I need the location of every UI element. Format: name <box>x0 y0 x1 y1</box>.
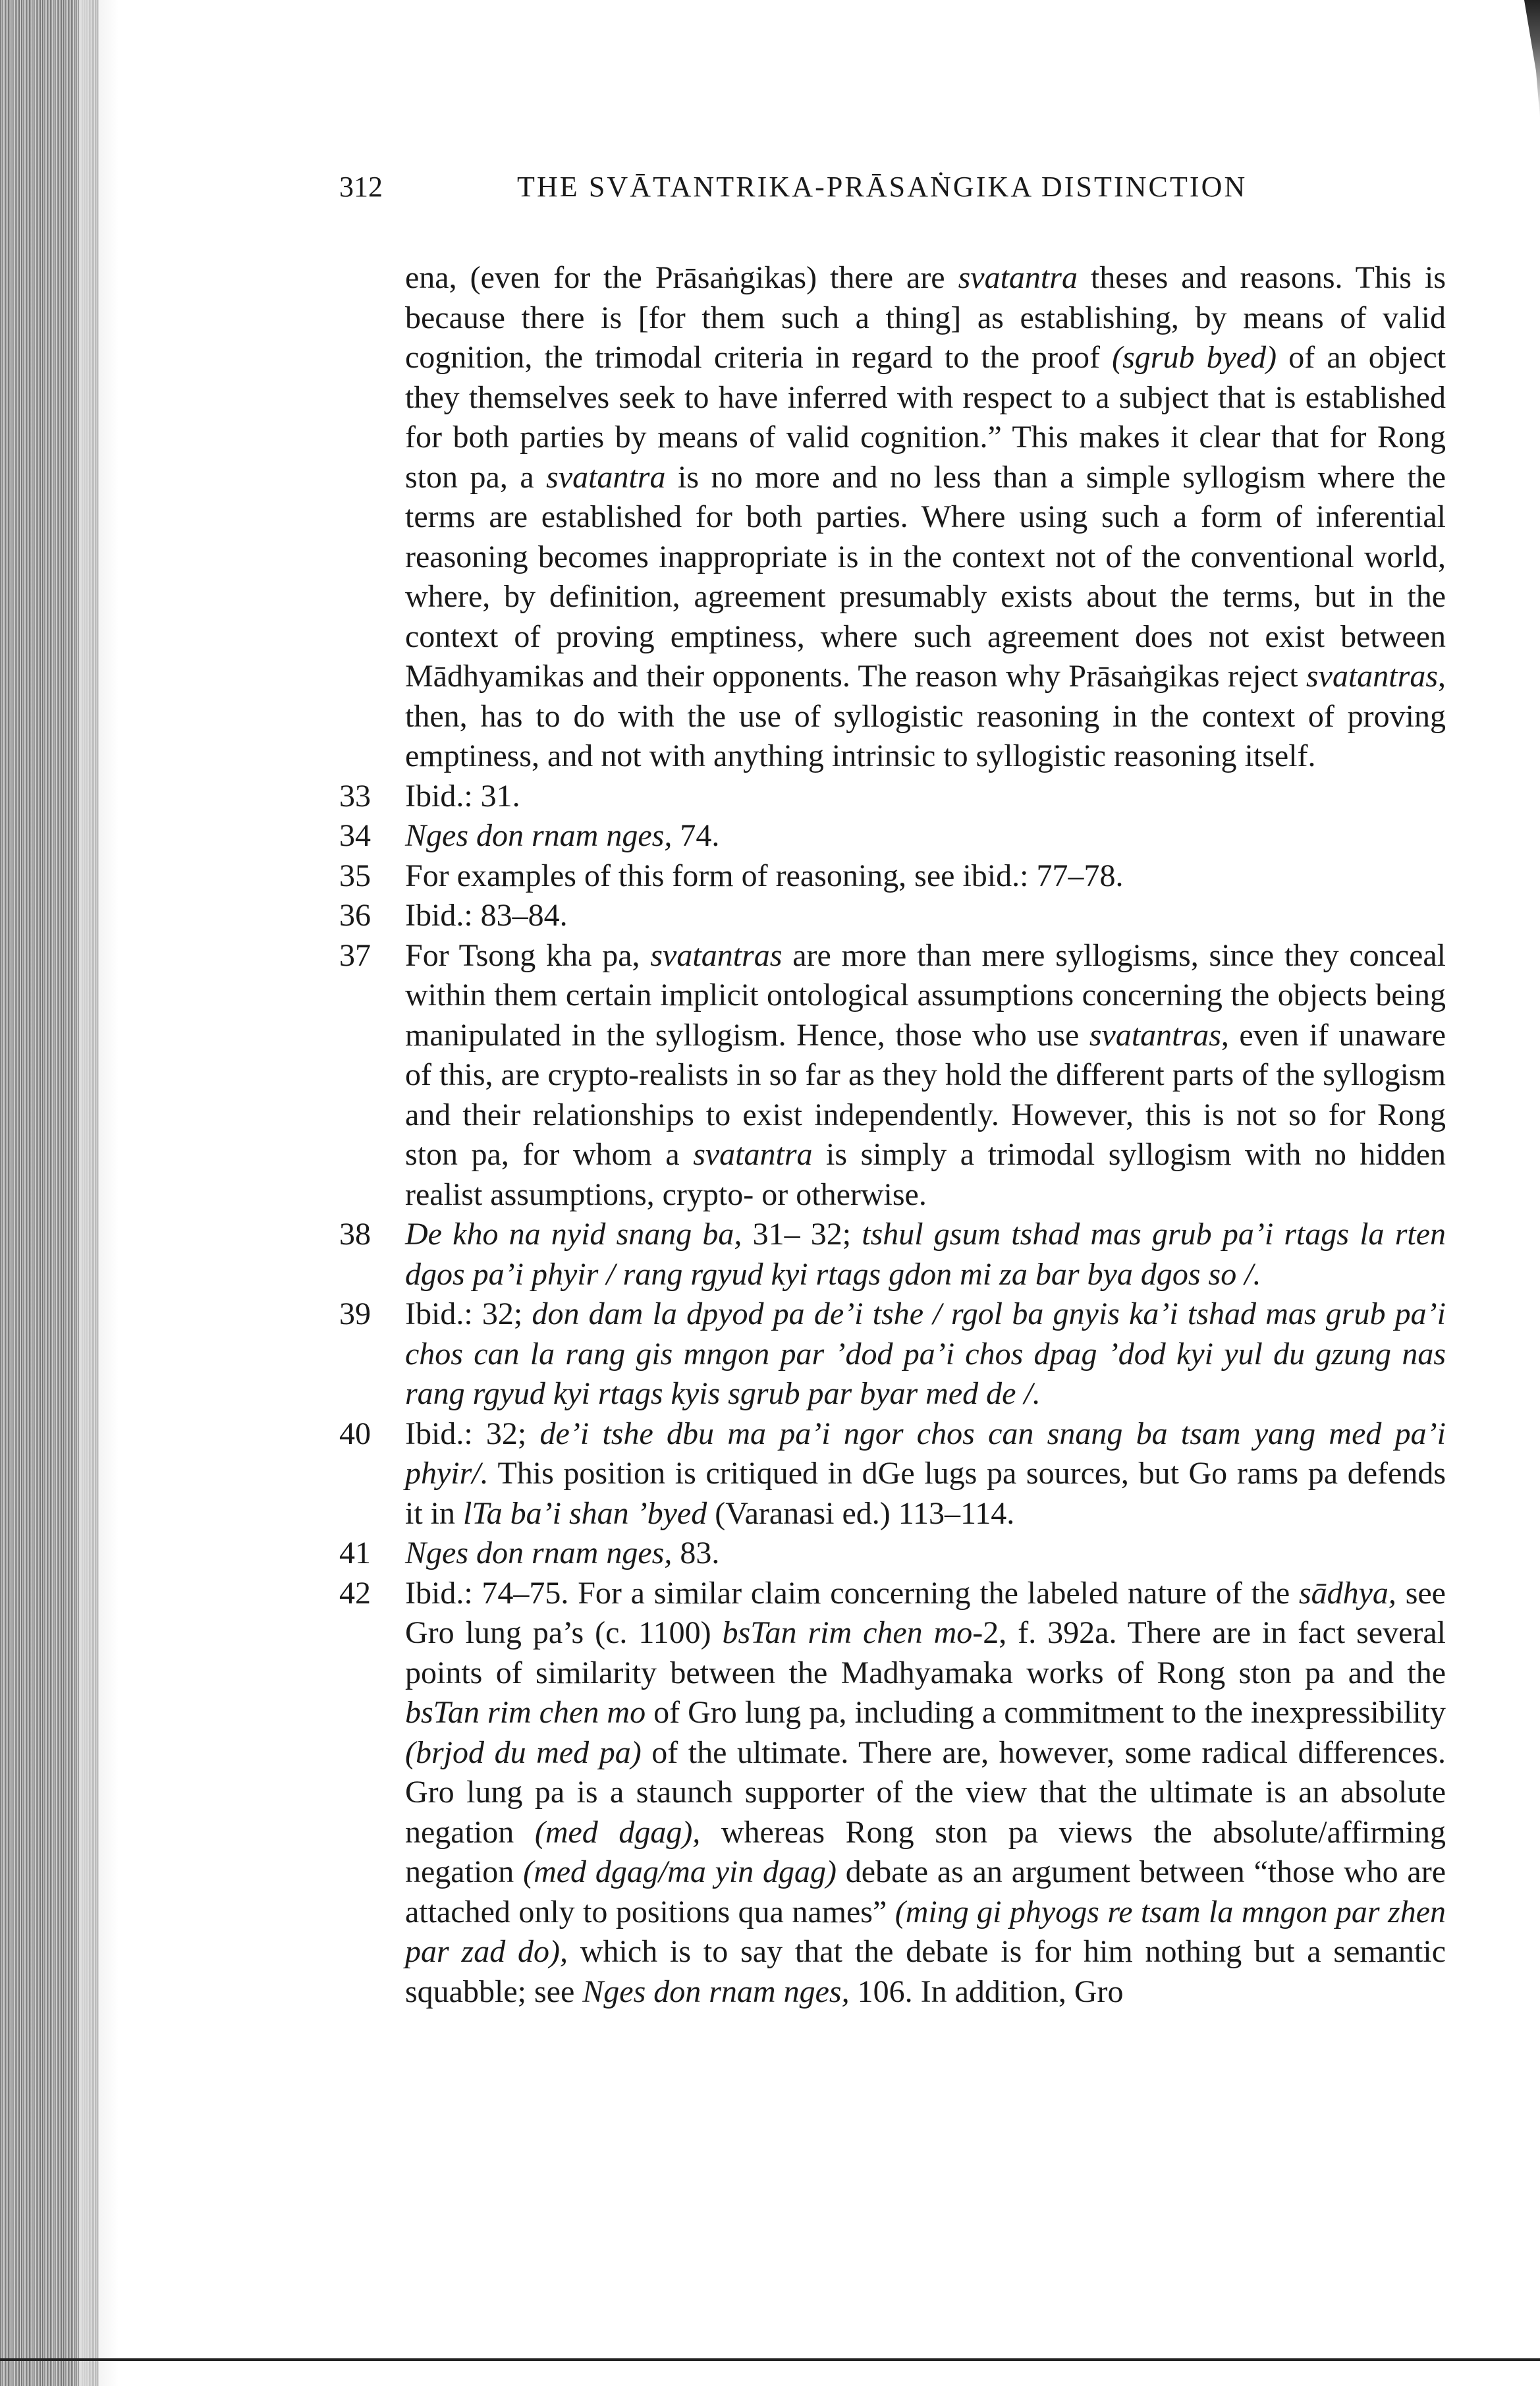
endnote-38 <box>339 1215 1446 1294</box>
text-run: of Gro lung pa, including a commitment to the inexpressibility <box>646 1695 1446 1730</box>
italic-run: tshul gsum tshad mas grub pa’i rtags la rten dgos pa’i phyir / rang rgyud kyi rtags gdon mi za bar bya dgos so /. <box>405 1217 1446 1292</box>
endnote-text <box>405 1414 1446 1534</box>
italic-run: svatantras <box>1306 659 1438 694</box>
text-run: ena, (even for the Prāsaṅgikas) there are <box>405 260 958 295</box>
italic-run: svatantras <box>1089 1017 1221 1053</box>
text-run: are more than mere syllogisms, since they conceal within them certain implicit ontological assumptions concerning the objects being manipulated in the syllogism. Hence, those who use <box>405 937 1446 1053</box>
text-run: This position is critiqued in dGe lugs pa sources, but Go rams pa defends it in <box>405 1456 1446 1531</box>
text-run: 83. <box>672 1536 720 1570</box>
text-run: which is to say that the debate is for him nothing but a semantic squabble; see <box>405 1934 1446 2009</box>
text-run: , even if unaware of this, are crypto-realists in so far as they hold the different parts of the syllogism and their relationships to exist independently. However, this is not so for Rong ston pa, for whom a <box>405 1017 1446 1172</box>
text-run: theses and reasons. This is because there is [for them such a thing] as establishing, by means of valid cognition, the trimodal criteria in regard to the proof <box>405 260 1446 375</box>
endnote-text <box>405 816 1446 856</box>
endnote-number: 41 <box>339 1536 371 1570</box>
italic-run: don dam la dpyod pa de’i tshe / rgol ba gnyis ka’i tshad mas grub pa’i chos can la rang gis mngon par ’dod pa’i chos dpag ’dod kyi yul du gzung nas rang rgyud kyi rtags kyis sgrub par byar med de /. <box>405 1296 1446 1411</box>
text-run: For examples of this form of reasoning, see ibid.: 77–78. <box>405 858 1124 893</box>
text-run: Ibid.: 32; <box>405 1416 540 1451</box>
endnote-text <box>405 856 1446 897</box>
text-run: -2, f. 392a. There are in fact several points of similarity between the Madhyamaka works of Rong ston pa and the <box>405 1615 1446 1690</box>
italic-run: Nges don rnam nges, <box>582 1974 850 2009</box>
text-run: 106. In addition, Gro <box>849 1974 1124 2009</box>
bottom-edge-rule <box>0 2358 1540 2361</box>
endnote-text <box>405 936 1446 1215</box>
page-number: 312 <box>339 171 383 203</box>
text-run: Ibid.: 32; <box>405 1296 532 1331</box>
text-run: is simply a trimodal syllogism with no hidden realist assumptions, crypto- or otherwise. <box>405 1137 1446 1212</box>
text-run: (Varanasi ed.) 113–114. <box>707 1495 1015 1531</box>
endnote-42 <box>339 1574 1446 2012</box>
italic-run: (brjod du med pa) <box>405 1734 642 1770</box>
endnote-text <box>405 1574 1446 2012</box>
endnote-number: 40 <box>339 1416 371 1451</box>
text-run: , then, has to do with the use of syllogistic reasoning in the context of proving emptiness, and not with anything intrinsic to syllogistic reasoning itself. <box>405 659 1446 773</box>
text-run: debate as an argument between “those who are attached only to positions qua names” <box>405 1854 1446 1929</box>
italic-run: bsTan rim chen mo <box>405 1695 646 1730</box>
italic-run: lTa ba’i shan ’byed <box>463 1495 707 1531</box>
italic-run: Nges don rnam nges, <box>405 1536 673 1570</box>
endnote-continuation <box>339 258 1446 777</box>
italic-run: svatantra <box>958 260 1078 295</box>
endnote-35 <box>339 856 1446 897</box>
endnote-number: 33 <box>339 778 371 814</box>
endnote-number: 34 <box>339 818 371 853</box>
text-run: is no more and no less than a simple syllogism where the terms are established for both parties. Where using such a form of inferential reasoning becomes inappropriate is in the context not of the conventional world, where, by definition, agreement presumably exists about the terms, but in the context of proving emptiness, where such agreement does not exist between Mādhyamikas and their opponents. The reason why Prāsaṅgikas reject <box>405 459 1446 694</box>
endnote-41 <box>339 1534 1446 1574</box>
binding-fade <box>79 0 119 2386</box>
endnote-text <box>405 777 1446 817</box>
text-run: 74. <box>672 818 720 853</box>
italic-run: bsTan rim chen mo <box>722 1615 973 1650</box>
text-run: Ibid.: 83–84. <box>405 898 568 933</box>
scan-corner-mark <box>1514 0 1540 119</box>
endnotes <box>339 258 1446 2012</box>
italic-run: De kho na nyid snang ba, <box>405 1217 742 1252</box>
endnote-number: 39 <box>339 1296 371 1331</box>
text-run: For Tsong kha pa, <box>405 937 651 973</box>
endnote-number: 35 <box>339 858 371 893</box>
endnote-34 <box>339 816 1446 856</box>
endnote-number: 42 <box>339 1575 371 1611</box>
italic-run: svatantras <box>650 937 783 973</box>
endnote-text <box>405 896 1446 936</box>
endnote-37 <box>339 936 1446 1215</box>
italic-run: svatantra <box>546 459 666 495</box>
endnote-40 <box>339 1414 1446 1534</box>
endnote-number: 36 <box>339 898 371 933</box>
italic-run: (med dgag), <box>534 1814 701 1850</box>
italic-run: (sgrub byed) <box>1112 340 1277 375</box>
text-run: whereas Rong ston pa views the absolute/affirming negation <box>405 1814 1446 1889</box>
endnote-text <box>405 1294 1446 1414</box>
text-run: see Gro lung pa’s (c. 1100) <box>405 1575 1446 1650</box>
endnote-33 <box>339 777 1446 817</box>
italic-run: de’i tshe dbu ma pa’i ngor chos can snang ba tsam yang med pa’i phyir/. <box>405 1416 1446 1491</box>
endnote-text <box>405 1534 1446 1574</box>
endnote-number: 37 <box>339 937 371 973</box>
endnote-text <box>405 258 1446 777</box>
text-run: of the ultimate. There are, however, some radical differences. Gro lung pa is a staunch supporter of the view that the ultimate is an absolute negation <box>405 1734 1446 1850</box>
italic-run: (med dgag/ma yin dgag) <box>523 1854 837 1889</box>
endnote-36 <box>339 896 1446 936</box>
endnote-text <box>405 1215 1446 1294</box>
italic-run: svatantra <box>693 1137 813 1172</box>
text-run: of an object they themselves seek to have inferred with respect to a subject that is established for both parties by means of valid cognition.” This makes it clear that for Rong ston pa, a <box>405 340 1446 495</box>
running-title: THE SVĀTANTRIKA-PRĀSAṄGIKA DISTINCTION <box>517 171 1248 203</box>
italic-run: sādhya, <box>1298 1575 1396 1611</box>
endnote-39 <box>339 1294 1446 1414</box>
text-run: Ibid.: 31. <box>405 778 520 814</box>
italic-run: Nges don rnam nges, <box>405 818 673 853</box>
endnote-number: 38 <box>339 1217 371 1252</box>
text-run: Ibid.: 74–75. For a similar claim concerning the labeled nature of the <box>405 1575 1299 1611</box>
text-run: 31– 32; <box>742 1217 862 1252</box>
italic-run: (ming gi phyogs re tsam la mngon par zhen par zad do), <box>405 1894 1446 1969</box>
